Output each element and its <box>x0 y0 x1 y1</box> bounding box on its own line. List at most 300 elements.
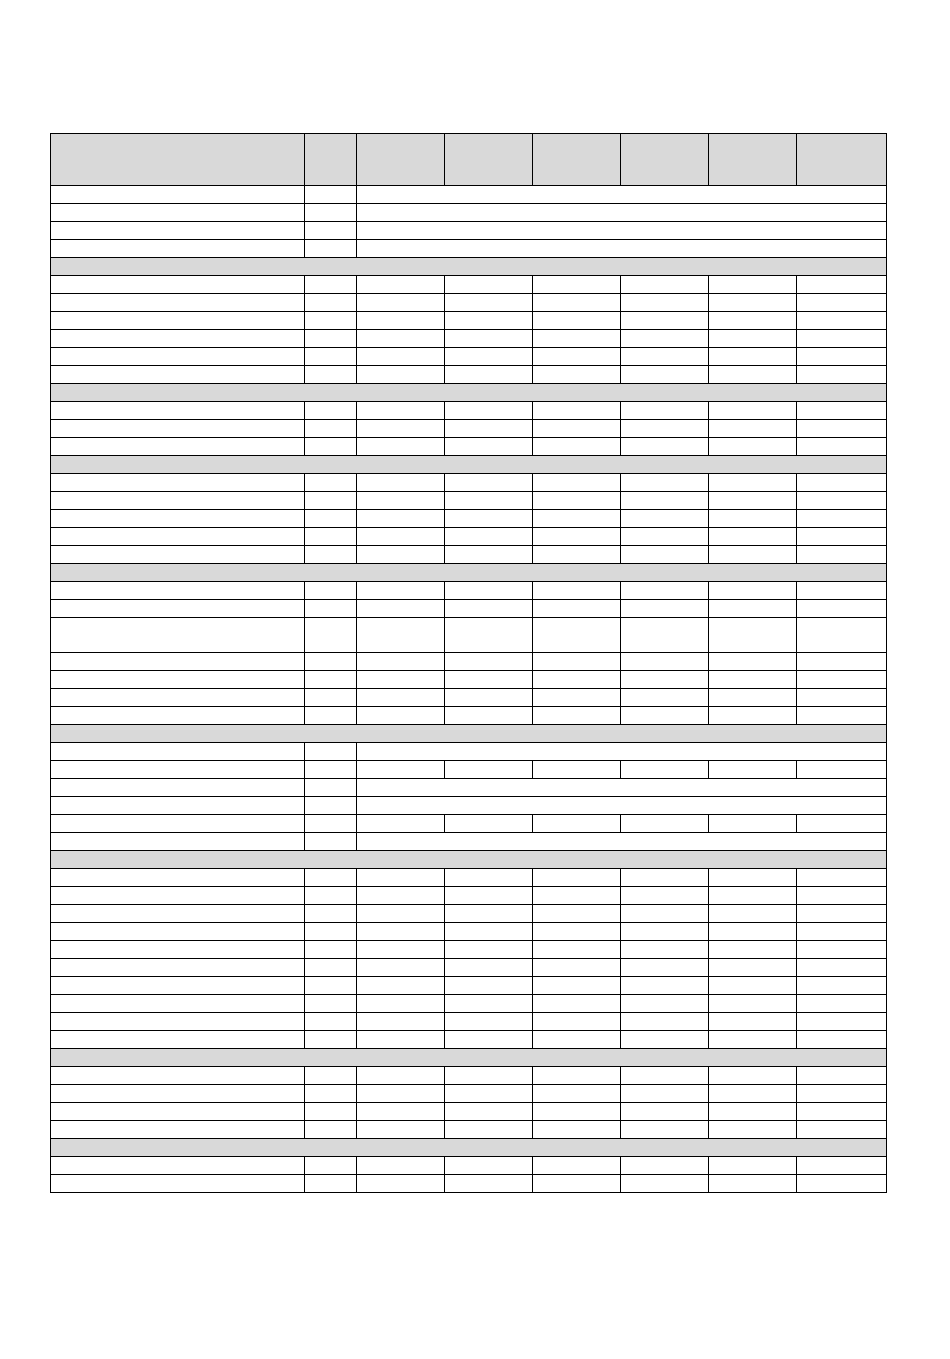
label-cell[interactable] <box>51 312 305 330</box>
value-cell[interactable] <box>357 276 445 294</box>
unit-cell[interactable] <box>305 671 357 689</box>
unit-cell[interactable] <box>305 977 357 995</box>
unit-cell[interactable] <box>305 941 357 959</box>
value-cell[interactable] <box>533 1013 621 1031</box>
label-cell[interactable] <box>51 995 305 1013</box>
value-cell[interactable] <box>357 366 445 384</box>
label-cell[interactable] <box>51 528 305 546</box>
label-cell[interactable] <box>51 743 305 761</box>
unit-cell[interactable] <box>305 1013 357 1031</box>
value-cell[interactable] <box>709 761 797 779</box>
merged-value-cell[interactable] <box>357 833 887 851</box>
value-cell[interactable] <box>709 1121 797 1139</box>
value-cell[interactable] <box>445 420 533 438</box>
value-cell[interactable] <box>445 977 533 995</box>
value-cell[interactable] <box>797 689 887 707</box>
value-cell[interactable] <box>797 474 887 492</box>
value-cell[interactable] <box>797 887 887 905</box>
label-cell[interactable] <box>51 1013 305 1031</box>
value-cell[interactable] <box>709 995 797 1013</box>
value-cell[interactable] <box>797 1175 887 1193</box>
label-cell[interactable] <box>51 1067 305 1085</box>
value-cell[interactable] <box>621 923 709 941</box>
value-cell[interactable] <box>533 671 621 689</box>
header-cell[interactable] <box>445 134 533 186</box>
section-header-cell[interactable] <box>51 564 887 582</box>
value-cell[interactable] <box>709 1031 797 1049</box>
merged-value-cell[interactable] <box>357 743 887 761</box>
value-cell[interactable] <box>445 348 533 366</box>
label-cell[interactable] <box>51 294 305 312</box>
value-cell[interactable] <box>357 546 445 564</box>
label-cell[interactable] <box>51 366 305 384</box>
unit-cell[interactable] <box>305 995 357 1013</box>
unit-cell[interactable] <box>305 1121 357 1139</box>
value-cell[interactable] <box>445 276 533 294</box>
value-cell[interactable] <box>621 671 709 689</box>
unit-cell[interactable] <box>305 1103 357 1121</box>
value-cell[interactable] <box>709 312 797 330</box>
value-cell[interactable] <box>445 707 533 725</box>
value-cell[interactable] <box>445 330 533 348</box>
value-cell[interactable] <box>357 510 445 528</box>
value-cell[interactable] <box>357 294 445 312</box>
value-cell[interactable] <box>709 905 797 923</box>
unit-cell[interactable] <box>305 222 357 240</box>
value-cell[interactable] <box>797 348 887 366</box>
value-cell[interactable] <box>621 959 709 977</box>
value-cell[interactable] <box>709 1103 797 1121</box>
label-cell[interactable] <box>51 546 305 564</box>
value-cell[interactable] <box>621 474 709 492</box>
section-header-cell[interactable] <box>51 456 887 474</box>
value-cell[interactable] <box>797 402 887 420</box>
unit-cell[interactable] <box>305 348 357 366</box>
value-cell[interactable] <box>797 707 887 725</box>
value-cell[interactable] <box>445 1067 533 1085</box>
label-cell[interactable] <box>51 761 305 779</box>
value-cell[interactable] <box>533 510 621 528</box>
value-cell[interactable] <box>621 366 709 384</box>
label-cell[interactable] <box>51 653 305 671</box>
value-cell[interactable] <box>709 653 797 671</box>
value-cell[interactable] <box>445 1103 533 1121</box>
label-cell[interactable] <box>51 330 305 348</box>
value-cell[interactable] <box>533 276 621 294</box>
unit-cell[interactable] <box>305 689 357 707</box>
value-cell[interactable] <box>445 689 533 707</box>
value-cell[interactable] <box>621 312 709 330</box>
unit-cell[interactable] <box>305 528 357 546</box>
value-cell[interactable] <box>709 1013 797 1031</box>
value-cell[interactable] <box>533 1103 621 1121</box>
value-cell[interactable] <box>445 653 533 671</box>
label-cell[interactable] <box>51 492 305 510</box>
value-cell[interactable] <box>445 761 533 779</box>
value-cell[interactable] <box>709 1157 797 1175</box>
value-cell[interactable] <box>797 276 887 294</box>
value-cell[interactable] <box>709 941 797 959</box>
value-cell[interactable] <box>533 528 621 546</box>
value-cell[interactable] <box>357 330 445 348</box>
value-cell[interactable] <box>357 312 445 330</box>
value-cell[interactable] <box>797 438 887 456</box>
value-cell[interactable] <box>797 312 887 330</box>
unit-cell[interactable] <box>305 294 357 312</box>
value-cell[interactable] <box>445 438 533 456</box>
value-cell[interactable] <box>797 600 887 618</box>
merged-value-cell[interactable] <box>357 204 887 222</box>
value-cell[interactable] <box>533 366 621 384</box>
header-cell[interactable] <box>709 134 797 186</box>
label-cell[interactable] <box>51 1157 305 1175</box>
value-cell[interactable] <box>797 1103 887 1121</box>
value-cell[interactable] <box>797 1013 887 1031</box>
merged-value-cell[interactable] <box>357 797 887 815</box>
value-cell[interactable] <box>621 887 709 905</box>
value-cell[interactable] <box>709 474 797 492</box>
unit-cell[interactable] <box>305 959 357 977</box>
value-cell[interactable] <box>621 528 709 546</box>
value-cell[interactable] <box>445 294 533 312</box>
unit-cell[interactable] <box>305 492 357 510</box>
label-cell[interactable] <box>51 797 305 815</box>
label-cell[interactable] <box>51 204 305 222</box>
unit-cell[interactable] <box>305 653 357 671</box>
value-cell[interactable] <box>445 492 533 510</box>
value-cell[interactable] <box>621 618 709 653</box>
value-cell[interactable] <box>445 312 533 330</box>
value-cell[interactable] <box>533 1157 621 1175</box>
section-header-cell[interactable] <box>51 258 887 276</box>
value-cell[interactable] <box>445 671 533 689</box>
label-cell[interactable] <box>51 689 305 707</box>
value-cell[interactable] <box>357 707 445 725</box>
label-cell[interactable] <box>51 779 305 797</box>
value-cell[interactable] <box>797 995 887 1013</box>
value-cell[interactable] <box>445 366 533 384</box>
unit-cell[interactable] <box>305 1085 357 1103</box>
value-cell[interactable] <box>533 977 621 995</box>
value-cell[interactable] <box>357 1085 445 1103</box>
value-cell[interactable] <box>533 653 621 671</box>
label-cell[interactable] <box>51 438 305 456</box>
unit-cell[interactable] <box>305 546 357 564</box>
value-cell[interactable] <box>797 1031 887 1049</box>
value-cell[interactable] <box>533 420 621 438</box>
value-cell[interactable] <box>709 977 797 995</box>
unit-cell[interactable] <box>305 743 357 761</box>
value-cell[interactable] <box>709 1175 797 1193</box>
value-cell[interactable] <box>797 546 887 564</box>
unit-cell[interactable] <box>305 420 357 438</box>
section-header-cell[interactable] <box>51 384 887 402</box>
value-cell[interactable] <box>797 618 887 653</box>
unit-cell[interactable] <box>305 240 357 258</box>
value-cell[interactable] <box>357 420 445 438</box>
value-cell[interactable] <box>533 923 621 941</box>
value-cell[interactable] <box>621 905 709 923</box>
value-cell[interactable] <box>797 294 887 312</box>
unit-cell[interactable] <box>305 923 357 941</box>
unit-cell[interactable] <box>305 1031 357 1049</box>
value-cell[interactable] <box>709 600 797 618</box>
header-cell[interactable] <box>797 134 887 186</box>
value-cell[interactable] <box>621 1157 709 1175</box>
value-cell[interactable] <box>797 510 887 528</box>
label-cell[interactable] <box>51 1175 305 1193</box>
value-cell[interactable] <box>709 294 797 312</box>
value-cell[interactable] <box>709 869 797 887</box>
header-cell[interactable] <box>305 134 357 186</box>
unit-cell[interactable] <box>305 402 357 420</box>
value-cell[interactable] <box>357 977 445 995</box>
unit-cell[interactable] <box>305 312 357 330</box>
label-cell[interactable] <box>51 941 305 959</box>
value-cell[interactable] <box>621 330 709 348</box>
unit-cell[interactable] <box>305 1175 357 1193</box>
header-cell[interactable] <box>621 134 709 186</box>
value-cell[interactable] <box>709 348 797 366</box>
value-cell[interactable] <box>709 959 797 977</box>
unit-cell[interactable] <box>305 707 357 725</box>
value-cell[interactable] <box>445 510 533 528</box>
value-cell[interactable] <box>357 887 445 905</box>
value-cell[interactable] <box>709 582 797 600</box>
value-cell[interactable] <box>357 348 445 366</box>
value-cell[interactable] <box>357 474 445 492</box>
value-cell[interactable] <box>357 1157 445 1175</box>
label-cell[interactable] <box>51 240 305 258</box>
unit-cell[interactable] <box>305 887 357 905</box>
value-cell[interactable] <box>797 492 887 510</box>
label-cell[interactable] <box>51 905 305 923</box>
section-header-cell[interactable] <box>51 725 887 743</box>
value-cell[interactable] <box>621 815 709 833</box>
value-cell[interactable] <box>445 941 533 959</box>
value-cell[interactable] <box>797 653 887 671</box>
value-cell[interactable] <box>445 1013 533 1031</box>
section-header-cell[interactable] <box>51 851 887 869</box>
value-cell[interactable] <box>621 510 709 528</box>
label-cell[interactable] <box>51 420 305 438</box>
value-cell[interactable] <box>709 492 797 510</box>
merged-value-cell[interactable] <box>357 240 887 258</box>
value-cell[interactable] <box>621 689 709 707</box>
value-cell[interactable] <box>533 492 621 510</box>
label-cell[interactable] <box>51 959 305 977</box>
value-cell[interactable] <box>357 959 445 977</box>
header-cell[interactable] <box>51 134 305 186</box>
label-cell[interactable] <box>51 815 305 833</box>
value-cell[interactable] <box>797 959 887 977</box>
value-cell[interactable] <box>533 438 621 456</box>
value-cell[interactable] <box>445 528 533 546</box>
unit-cell[interactable] <box>305 582 357 600</box>
value-cell[interactable] <box>357 671 445 689</box>
label-cell[interactable] <box>51 887 305 905</box>
value-cell[interactable] <box>445 869 533 887</box>
unit-cell[interactable] <box>305 510 357 528</box>
unit-cell[interactable] <box>305 1157 357 1175</box>
label-cell[interactable] <box>51 222 305 240</box>
unit-cell[interactable] <box>305 815 357 833</box>
label-cell[interactable] <box>51 707 305 725</box>
merged-value-cell[interactable] <box>357 186 887 204</box>
value-cell[interactable] <box>621 438 709 456</box>
value-cell[interactable] <box>621 1031 709 1049</box>
value-cell[interactable] <box>797 761 887 779</box>
value-cell[interactable] <box>797 420 887 438</box>
value-cell[interactable] <box>533 1121 621 1139</box>
value-cell[interactable] <box>709 923 797 941</box>
value-cell[interactable] <box>797 330 887 348</box>
value-cell[interactable] <box>533 959 621 977</box>
value-cell[interactable] <box>445 1175 533 1193</box>
value-cell[interactable] <box>445 1031 533 1049</box>
value-cell[interactable] <box>357 528 445 546</box>
label-cell[interactable] <box>51 833 305 851</box>
value-cell[interactable] <box>533 618 621 653</box>
value-cell[interactable] <box>533 995 621 1013</box>
value-cell[interactable] <box>357 869 445 887</box>
value-cell[interactable] <box>709 330 797 348</box>
value-cell[interactable] <box>533 1085 621 1103</box>
label-cell[interactable] <box>51 510 305 528</box>
value-cell[interactable] <box>445 618 533 653</box>
value-cell[interactable] <box>621 600 709 618</box>
value-cell[interactable] <box>445 887 533 905</box>
value-cell[interactable] <box>621 977 709 995</box>
value-cell[interactable] <box>709 276 797 294</box>
section-header-cell[interactable] <box>51 1049 887 1067</box>
value-cell[interactable] <box>533 402 621 420</box>
value-cell[interactable] <box>445 1085 533 1103</box>
value-cell[interactable] <box>797 528 887 546</box>
value-cell[interactable] <box>445 474 533 492</box>
value-cell[interactable] <box>357 402 445 420</box>
value-cell[interactable] <box>709 1067 797 1085</box>
value-cell[interactable] <box>357 923 445 941</box>
label-cell[interactable] <box>51 923 305 941</box>
unit-cell[interactable] <box>305 204 357 222</box>
value-cell[interactable] <box>357 1121 445 1139</box>
value-cell[interactable] <box>357 905 445 923</box>
value-cell[interactable] <box>797 366 887 384</box>
value-cell[interactable] <box>445 1157 533 1175</box>
value-cell[interactable] <box>357 761 445 779</box>
value-cell[interactable] <box>533 330 621 348</box>
value-cell[interactable] <box>357 941 445 959</box>
unit-cell[interactable] <box>305 366 357 384</box>
unit-cell[interactable] <box>305 869 357 887</box>
value-cell[interactable] <box>533 600 621 618</box>
unit-cell[interactable] <box>305 797 357 815</box>
value-cell[interactable] <box>621 653 709 671</box>
unit-cell[interactable] <box>305 276 357 294</box>
value-cell[interactable] <box>621 1121 709 1139</box>
value-cell[interactable] <box>533 1067 621 1085</box>
value-cell[interactable] <box>621 1067 709 1085</box>
value-cell[interactable] <box>709 402 797 420</box>
value-cell[interactable] <box>357 582 445 600</box>
header-cell[interactable] <box>357 134 445 186</box>
value-cell[interactable] <box>621 348 709 366</box>
value-cell[interactable] <box>357 1103 445 1121</box>
value-cell[interactable] <box>445 905 533 923</box>
unit-cell[interactable] <box>305 761 357 779</box>
label-cell[interactable] <box>51 600 305 618</box>
value-cell[interactable] <box>709 815 797 833</box>
value-cell[interactable] <box>621 761 709 779</box>
value-cell[interactable] <box>621 294 709 312</box>
value-cell[interactable] <box>533 474 621 492</box>
value-cell[interactable] <box>797 1157 887 1175</box>
value-cell[interactable] <box>533 1175 621 1193</box>
value-cell[interactable] <box>797 923 887 941</box>
value-cell[interactable] <box>709 689 797 707</box>
value-cell[interactable] <box>621 707 709 725</box>
unit-cell[interactable] <box>305 438 357 456</box>
value-cell[interactable] <box>533 815 621 833</box>
unit-cell[interactable] <box>305 474 357 492</box>
value-cell[interactable] <box>621 995 709 1013</box>
value-cell[interactable] <box>797 671 887 689</box>
label-cell[interactable] <box>51 582 305 600</box>
value-cell[interactable] <box>445 546 533 564</box>
value-cell[interactable] <box>621 402 709 420</box>
value-cell[interactable] <box>533 869 621 887</box>
value-cell[interactable] <box>621 1085 709 1103</box>
unit-cell[interactable] <box>305 618 357 653</box>
value-cell[interactable] <box>445 959 533 977</box>
value-cell[interactable] <box>621 869 709 887</box>
value-cell[interactable] <box>357 618 445 653</box>
label-cell[interactable] <box>51 671 305 689</box>
value-cell[interactable] <box>709 510 797 528</box>
value-cell[interactable] <box>709 438 797 456</box>
value-cell[interactable] <box>445 923 533 941</box>
label-cell[interactable] <box>51 186 305 204</box>
value-cell[interactable] <box>797 815 887 833</box>
value-cell[interactable] <box>797 977 887 995</box>
value-cell[interactable] <box>621 1103 709 1121</box>
value-cell[interactable] <box>709 1085 797 1103</box>
value-cell[interactable] <box>533 294 621 312</box>
value-cell[interactable] <box>797 1067 887 1085</box>
value-cell[interactable] <box>533 582 621 600</box>
value-cell[interactable] <box>533 689 621 707</box>
value-cell[interactable] <box>797 941 887 959</box>
value-cell[interactable] <box>533 546 621 564</box>
value-cell[interactable] <box>621 1175 709 1193</box>
value-cell[interactable] <box>797 869 887 887</box>
value-cell[interactable] <box>533 761 621 779</box>
unit-cell[interactable] <box>305 1067 357 1085</box>
value-cell[interactable] <box>357 438 445 456</box>
value-cell[interactable] <box>357 600 445 618</box>
value-cell[interactable] <box>533 1031 621 1049</box>
value-cell[interactable] <box>621 492 709 510</box>
value-cell[interactable] <box>357 689 445 707</box>
value-cell[interactable] <box>709 420 797 438</box>
value-cell[interactable] <box>357 1031 445 1049</box>
label-cell[interactable] <box>51 1103 305 1121</box>
unit-cell[interactable] <box>305 905 357 923</box>
label-cell[interactable] <box>51 402 305 420</box>
value-cell[interactable] <box>357 1013 445 1031</box>
value-cell[interactable] <box>621 420 709 438</box>
